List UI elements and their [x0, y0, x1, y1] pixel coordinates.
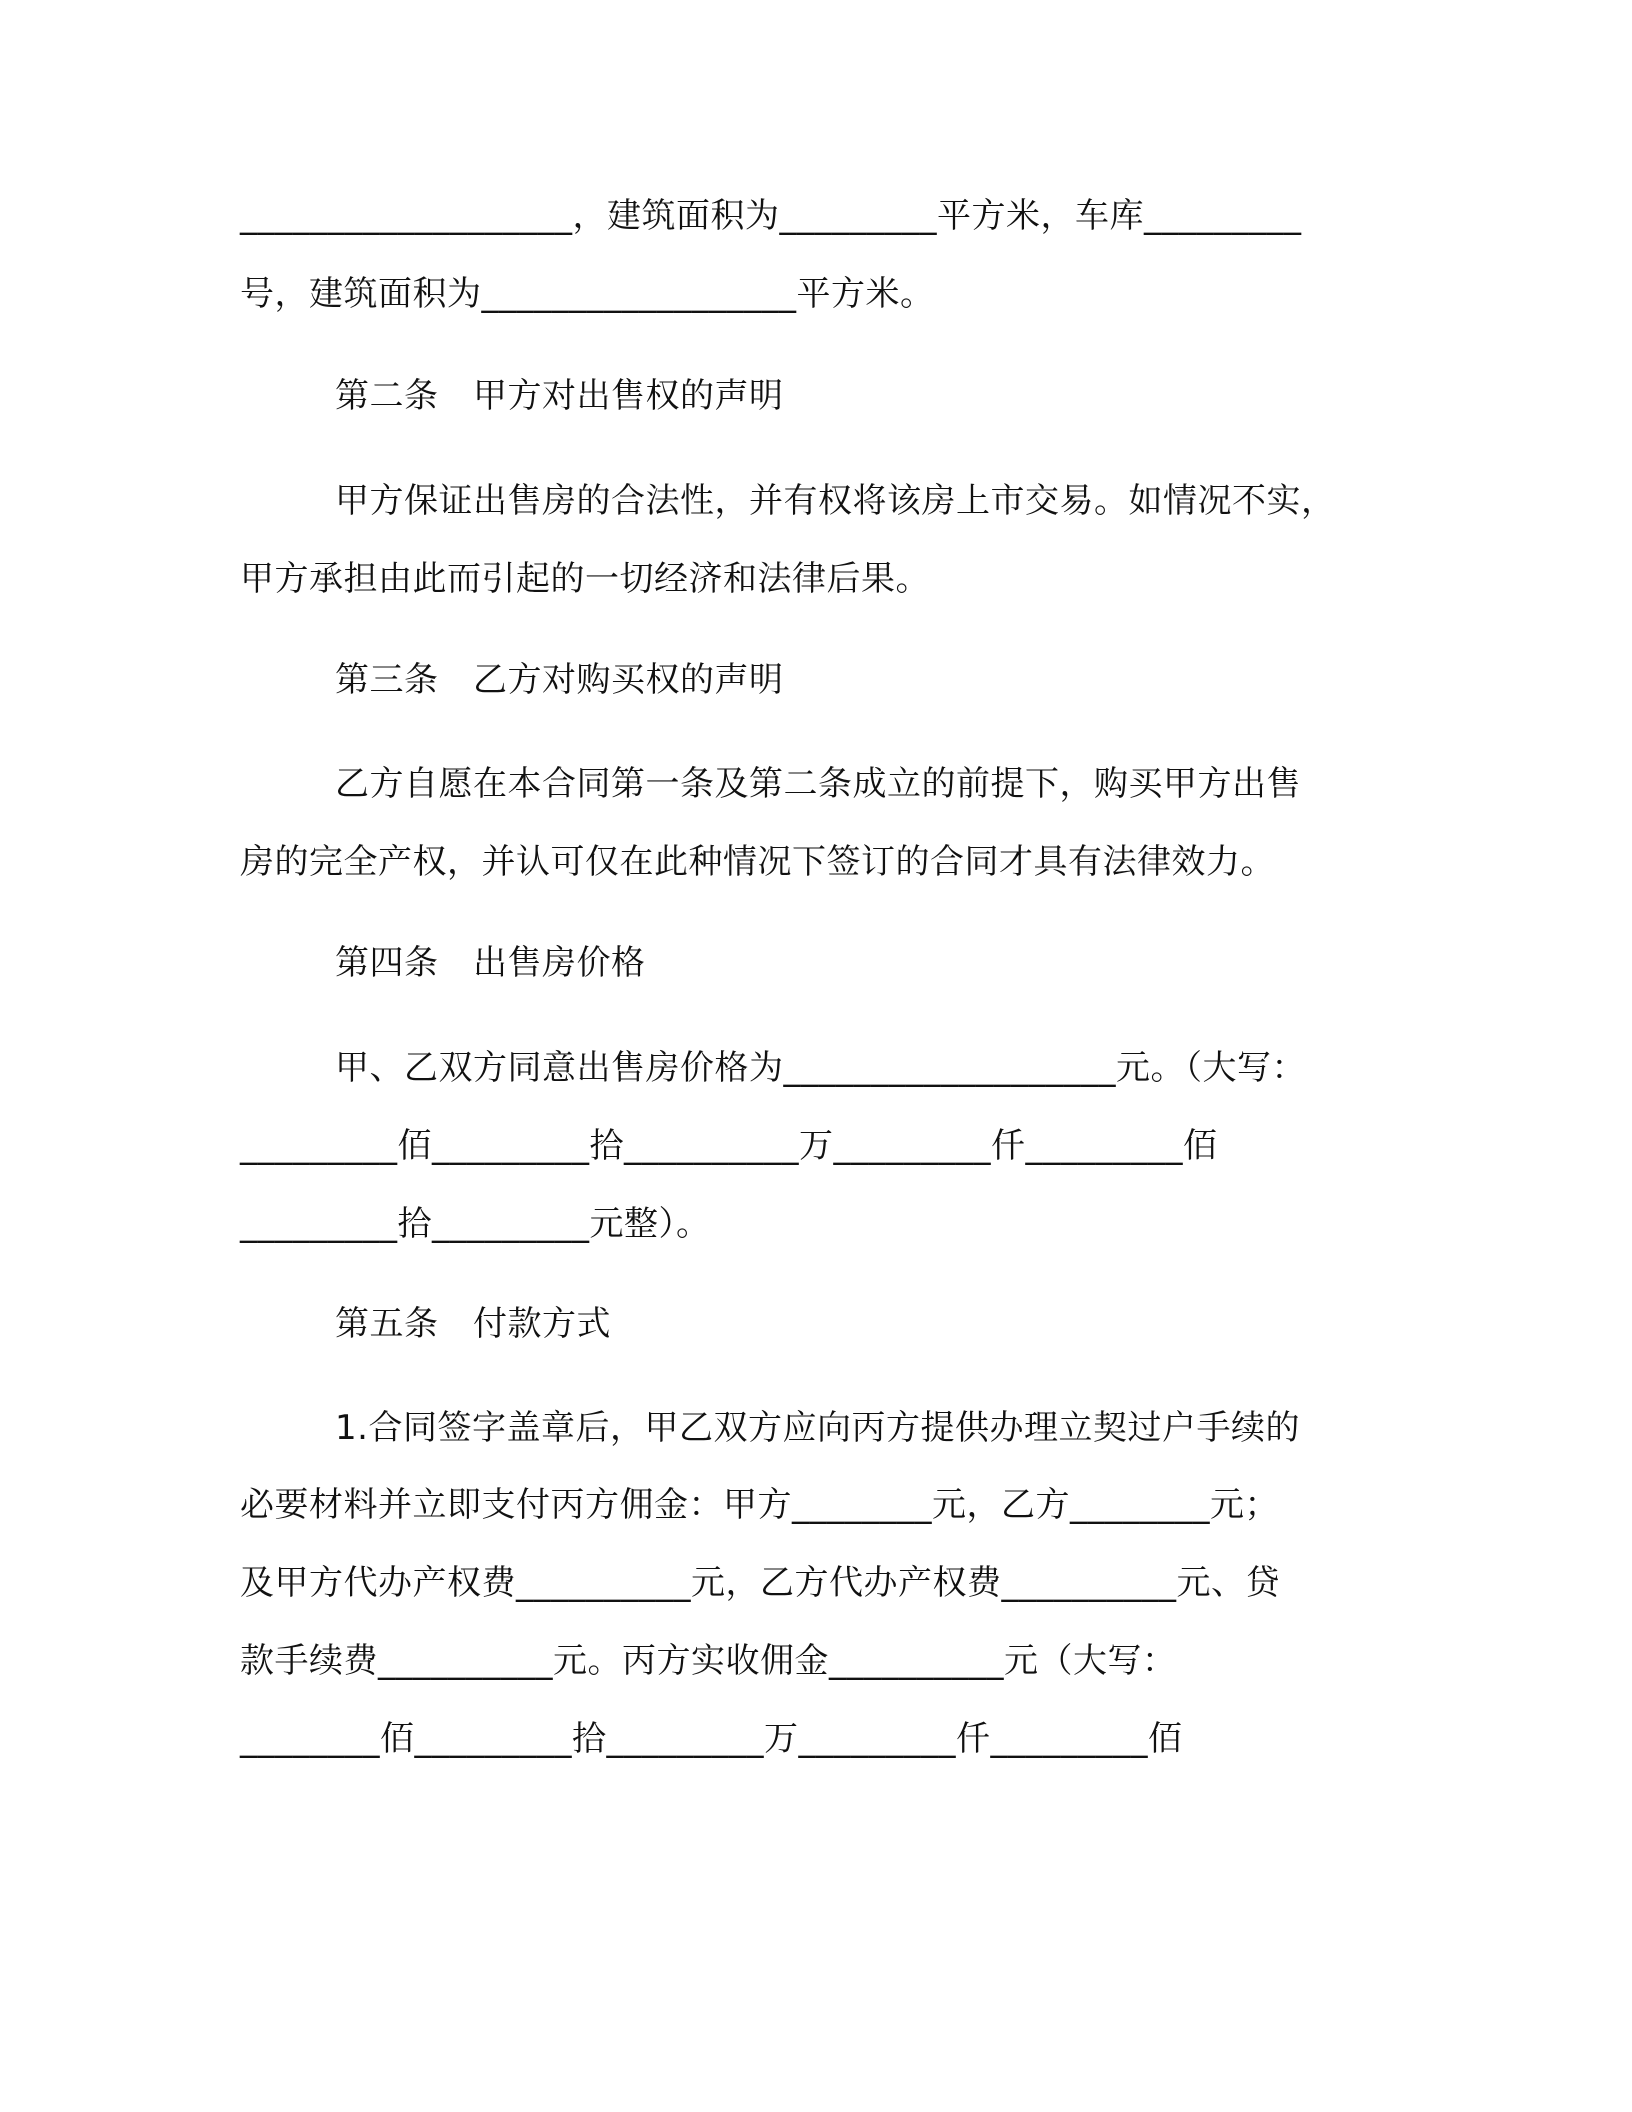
- text-line: 及甲方代办产权费__________元，乙方代办产权费__________元、贷: [240, 1563, 1280, 1603]
- text-line: 1.合同签字盖章后，甲乙双方应向丙方提供办理立契过户手续的: [335, 1408, 1300, 1448]
- section-heading-2: 第二条 甲方对出售权的声明: [335, 376, 784, 416]
- text-line: 甲、乙双方同意出售房价格为___________________元。（大写：: [335, 1048, 1306, 1088]
- section-heading-5: 第五条 付款方式: [335, 1304, 611, 1344]
- text-line: 乙方自愿在本合同第一条及第二条成立的前提下，购买甲方出售: [335, 764, 1301, 804]
- text-line: 必要材料并立即支付丙方佣金：甲方________元，乙方________元；: [240, 1485, 1279, 1525]
- text-line: _________拾_________元整）。: [240, 1204, 711, 1244]
- text-line: ________佰_________拾_________万_________仟_________佰: [240, 1719, 1183, 1759]
- section-heading-4: 第四条 出售房价格: [335, 943, 646, 983]
- text-line: ___________________，建筑面积为_________平方米，车库_________: [240, 196, 1302, 236]
- section-heading-3: 第三条 乙方对购买权的声明: [335, 660, 784, 700]
- text-line: 甲方保证出售房的合法性，并有权将该房上市交易。如情况不实，: [335, 481, 1336, 521]
- text-line: 甲方承担由此而引起的一切经济和法律后果。: [240, 559, 930, 599]
- text-line: _________佰_________拾__________万_________仟_________佰: [240, 1126, 1218, 1166]
- text-line: 号，建筑面积为__________________平方米。: [240, 274, 935, 314]
- text-line: 房的完全产权，并认可仅在此种情况下签订的合同才具有法律效力。: [240, 842, 1275, 882]
- text-line: 款手续费__________元。丙方实收佣金__________元（大写：: [240, 1641, 1177, 1681]
